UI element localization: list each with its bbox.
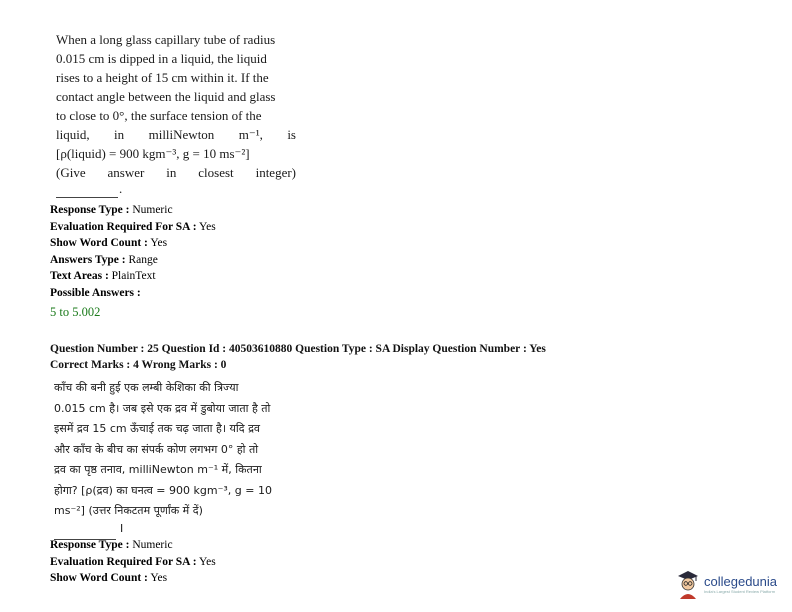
answer-blank [56,182,296,198]
possible-answers-label: Possible Answers : [50,286,141,299]
question-1-meta [50,202,216,321]
collegedunia-logo[interactable] [676,564,786,604]
word-count-label: Show Word Count : [50,572,148,584]
question-2-meta [50,537,216,587]
logo-tagline: India's Largest Student Review Platform [704,588,776,594]
question-line: द्रव का पृष्ठ तनाव, milliNewton m⁻¹ में, कितना [54,463,262,476]
question-line: to close to 0°, the surface tension of the [56,108,262,123]
question-word: (Give [56,165,86,180]
text-areas-row [50,268,216,285]
logo-brand: collegedunia [704,573,778,589]
response-type-row [50,202,216,219]
question-word: closest [198,165,234,180]
answers-type-row [50,252,216,269]
eval-label: Evaluation Required For SA : [50,555,197,568]
question-word: is [287,127,296,142]
question-word: liquid, [56,127,90,142]
question-word: answer [107,165,145,180]
response-type-label: Response Type : [50,539,130,551]
question-2-hindi-text [54,378,299,540]
question-2-info: Question Number : 25 Question Id : 40503610880 Question Type : SA Display Question Number : Yes [50,343,546,355]
answers-type-value: Range [128,253,158,266]
question-line: 0.015 cm is dipped in a liquid, the liquid [56,51,267,66]
eval-value: Yes [199,220,216,233]
eval-row [50,219,216,236]
question-word: m⁻¹, [238,127,263,142]
text-areas-label: Text Areas : [50,270,109,282]
word-count-label: Show Word Count : [50,237,148,249]
question-line: ms⁻²] (उत्तर निकटतम पूर्णांक में दें) [54,504,203,517]
question-line: 0.015 cm है। जब इसे एक द्रव में डुबोया जाता है तो [54,401,271,415]
response-type-row [50,537,216,554]
question-line: होगा? [ρ(द्रव) का घनत्व = 900 kgm⁻³, g = 10 [54,483,272,497]
question-line: rises to a height of 15 cm within it. If the [56,70,269,85]
word-count-row [50,235,216,252]
question-word: in [166,165,177,180]
word-count-row [50,570,216,587]
question-line: When a long glass capillary tube of radius [56,32,276,47]
possible-answers-value: 5 to 5.002 [50,305,101,319]
question-line [56,163,296,182]
question-2-header [50,341,546,373]
student-mascot-icon [676,569,700,599]
question-line: और काँच के बीच का संपर्क कोण लगभग 0° हो तो [54,442,259,456]
question-line [56,125,296,144]
text-areas-value: PlainText [111,270,156,282]
question-line-given-values: [ρ(liquid) = 900 kgm⁻³, g = 10 ms⁻²] [56,146,250,161]
question-word: in [114,127,125,142]
eval-row [50,554,216,571]
eval-value: Yes [199,555,216,568]
question-line: contact angle between the liquid and glass [56,89,276,104]
logo-text [704,575,777,594]
possible-answers-row [50,285,216,302]
question-line: इसमें द्रव 15 cm ऊँचाई तक चढ़ जाता है। यदि द्रव [54,422,261,435]
question-line: काँच की बनी हुई एक लम्बी केशिका की त्रिज्या [54,381,239,394]
response-type-label: Response Type : [50,204,130,216]
answers-type-label: Answers Type : [50,253,126,266]
word-count-value: Yes [150,572,168,584]
eval-label: Evaluation Required For SA : [50,220,197,233]
blank-underline [56,185,118,198]
question-2-marks: Correct Marks : 4 Wrong Marks : 0 [50,359,227,371]
question-word: milliNewton [148,127,215,142]
question-word: integer) [255,165,296,180]
response-type-value: Numeric [132,204,173,216]
response-type-value: Numeric [132,539,173,551]
blank-end: I [120,522,124,535]
blank-end: . [119,181,123,196]
word-count-value: Yes [150,237,168,249]
question-1-text [56,30,296,198]
